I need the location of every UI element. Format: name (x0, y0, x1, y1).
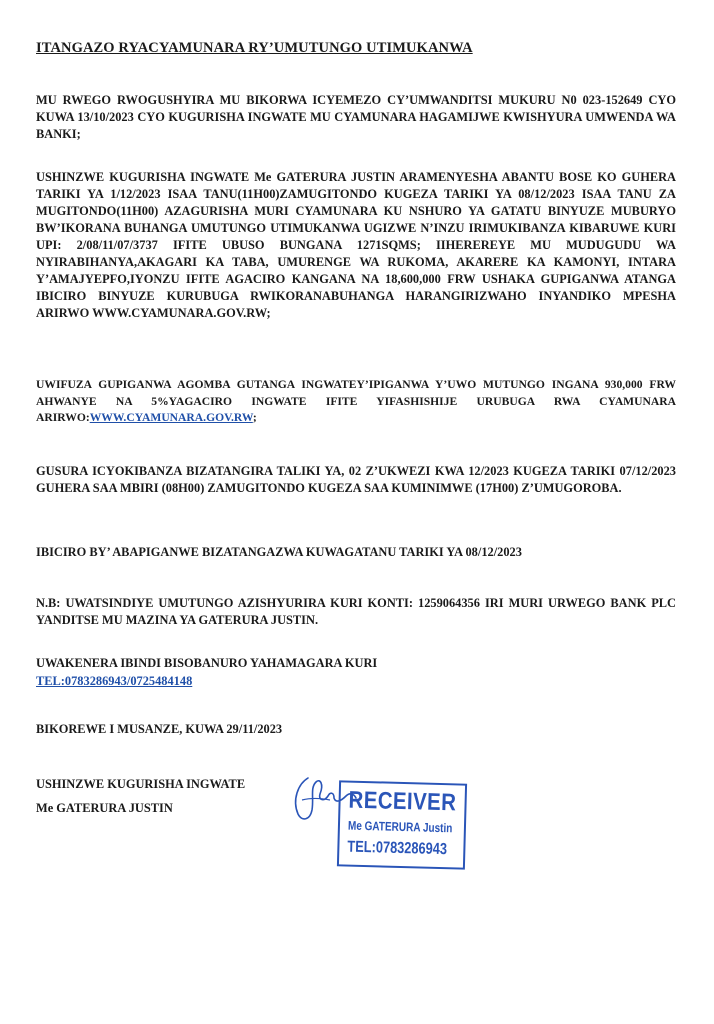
document-title: ITANGAZO RYACYAMUNARA RY’UMUTUNGO UTIMUKANWA (36, 40, 473, 56)
cyamunara-link[interactable]: WWW.CYAMUNARA.GOV.RW (89, 411, 253, 424)
place-date: BIKOREWE I MUSANZE, KUWA 29/11/2023 (36, 722, 283, 736)
bid-guarantee-text: UWIFUZA GUPIGANWA AGOMBA GUTANGA INGWATEY’IPIGANWA Y’UWO MUTUNGO INGANA 930,000 FRW AHWANYE NA 5%YAGACIRO INGWATE IFITE YIFASHISHIJE URUBUGA RWA CYAMUNARA ARIRWO: (36, 378, 676, 424)
contact-tel-link[interactable]: TEL:0783286943/0725484148 (36, 674, 193, 688)
paragraph-payment-note: N.B: UWATSINDIYE UMUTUNGO AZISHYURIRA KURI KONTI: 1259064356 IRI MURI URWEGO BANK PLC YANDITSE MU MAZINA YA GATERURA JUSTIN. (36, 596, 676, 627)
stamp-title: RECEIVER (348, 786, 457, 817)
paragraph-court-decision: MU RWEGO RWOGUSHYIRA MU BIKORWA ICYEMEZO CY’UMWANDITSI MUKURU N0 023-152649 CYO KUWA 13/10/2023 CYO KUGURISHA INGWATE MU CYAMUNARA HAGAMIJWE KWISHYURA UMWENDA WA BANKI; (36, 93, 676, 141)
receiver-stamp (337, 780, 467, 869)
stamp-name: Me GATERURA Justin (347, 818, 453, 836)
signer-role: USHINZWE KUGURISHA INGWATE (36, 777, 246, 791)
paragraph-site-visit: GUSURA ICYOKIBANZA BIZATANGIRA TALIKI YA, 02 Z’UKWEZI KWA 12/2023 KUGEZA TARIKI 07/12/2023 GUHERA SAA MBIRI (08H00) ZAMUGITONDO KUGEZA SAA KUMINIMWE (17H00) Z’UMUGOROBA. (36, 464, 676, 495)
stamp-tel: TEL:0783286943 (347, 838, 448, 859)
paragraph-auction-details: USHINZWE KUGURISHA INGWATE Me GATERURA JUSTIN ARAMENYESHA ABANTU BOSE KO GUHERA TARIKI YA 1/12/2023 ISAA TANU(11H00)ZAMUGITONDO KUGEZA TARIKI YA 08/12/2023 ISAA TANU ZA MUGITONDO(11H00) AZAGURISHA MURI CYAMUNARA KU NSHURO YA GATATU BINYUZE MUBURYO BW’IKORANA BUHANGA UMUTUNGO UTIMUKANWA UGIZWE N’INZU IRIMUKIBANZA KIBARUWE KURI UPI: 2/08/11/07/3737 IFITE UBUSO BUNGANA 1271SQMS; IIHEREREYE MU MUDUGUDU WA NYIRABIHANYA,AKAGARI KA TABA, UMURENGE WA RUKOMA, AKARERE KA KAMONYI, INTARA Y’AMAJYEPFO,IYONZU IFITE AGACIRO KANGANA NA 18,600,000 FRW USHAKA GUPIGANWA ATANGA IBICIRO BINYUZE KURUBUGA RWIKORANABUHANGA HARANGIRIZWAHO INYANDIKO MPESHA ARIRWO WWW.CYAMUNARA.GOV.RW; (36, 170, 676, 320)
bid-guarantee-end: ; (252, 411, 257, 424)
contact-line: UWAKENERA IBINDI BISOBANURO YAHAMAGARA KURI (36, 656, 378, 670)
signer-name: Me GATERURA JUSTIN (36, 801, 173, 815)
paragraph-results-date: IBICIRO BY’ ABAPIGANWE BIZATANGAZWA KUWAGATANU TARIKI YA 08/12/2023 (36, 545, 522, 559)
paragraph-bid-guarantee (36, 377, 676, 427)
